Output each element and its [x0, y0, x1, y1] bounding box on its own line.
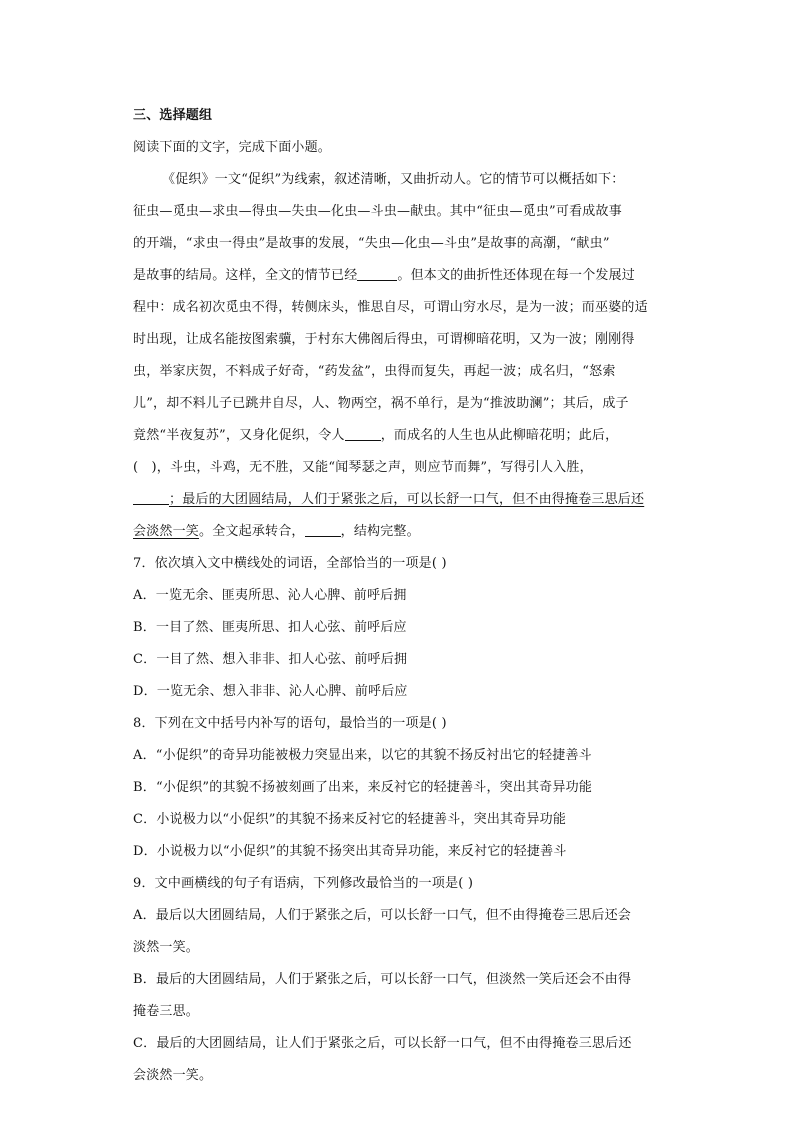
- passage-line: 虫，举家庆贺，不料成子好奇，“药发盆”，虫得而复失，再起一波；成名归，“怒索: [133, 364, 616, 379]
- passage-line: 儿”，却不料儿子已跳井自尽，人、物两空，祸不单行，是为“推波助澜”；其后，成子: [133, 396, 629, 411]
- passage-line: 征虫—觅虫—求虫—得虫—失虫—化虫—斗虫—献虫。其中“征虫—觅虫”可看成故事: [133, 204, 622, 219]
- fill-blank-1: [357, 266, 397, 281]
- answer-option-line: C．最后的大团圆结局，让人们于紧张之后，可以长舒一口气，但不由得掩卷三思后还: [133, 1036, 632, 1051]
- passage-line: [133, 266, 635, 286]
- answer-option[interactable]: B．“小促织”的其貌不扬被刻画了出来，来反衬它的轻捷善斗，突出其奇异功能: [133, 780, 593, 795]
- answer-option[interactable]: D．一览无余、想入非非、沁人心脾、前呼后应: [133, 684, 408, 699]
- question-stem: 8．下列在文中括号内补写的语句，最恰当的一项是( ): [133, 716, 447, 731]
- fill-blank-2: [345, 426, 381, 441]
- passage-text: 。但本文的曲折性还体现在每一个发展过: [397, 268, 636, 283]
- passage-text: 。全文起承转合，: [199, 524, 305, 539]
- answer-option-line: B．最后的大团圆结局，人们于紧张之后，可以长舒一口气，但淡然一笑后还会不由得: [133, 972, 632, 987]
- answer-option[interactable]: C．小说极力以“小促织”的其貌不扬来反衬它的轻捷善斗，突出其奇异功能: [133, 812, 567, 827]
- passage-line: 的开端，“求虫一得虫”是故事的发展，“失虫—化虫—斗虫”是故事的高潮，“献虫”: [133, 236, 610, 251]
- underlined-sentence: ；最后的大团圆结局，人们于紧张之后，可以长舒一口气，但不由得掩卷三思后还: [169, 492, 645, 507]
- passage-line: 《促织》一文“促织”为线索，叙述清晰，又曲折动人。它的情节可以概括如下：: [162, 172, 625, 187]
- passage-text: 竟然“半夜复苏”，又身化促织，令人: [133, 428, 345, 443]
- instruction-text: 阅读下面的文字，完成下面小题。: [133, 140, 332, 155]
- passage-line: [133, 490, 644, 510]
- answer-option[interactable]: C．一目了然、想入非非、扣人心弦、前呼后拥: [133, 652, 408, 667]
- passage-text: 是故事的结局。这样，全文的情节已经: [133, 268, 358, 283]
- question-stem: 7．依次填入文中横线处的词语，全部恰当的一项是( ): [133, 556, 447, 571]
- answer-option[interactable]: A．“小促织”的奇异功能被极力突显出来，以它的其貌不扬反衬出它的轻捷善斗: [133, 748, 592, 763]
- answer-option-line: 淡然一笑。: [133, 940, 200, 955]
- passage-line: 程中：成名初次觅虫不得，转侧床头，惟思自尽，可谓山穷水尽，是为一波；而巫婆的适: [133, 300, 648, 315]
- answer-option-line: A．最后以大团圆结局，人们于紧张之后，可以长舒一口气，但不由得掩卷三思后还会: [133, 908, 631, 923]
- section-heading: 三、选择题组: [133, 108, 213, 123]
- passage-text: ，结构完整。: [340, 524, 420, 539]
- fill-blank-3: [133, 490, 169, 505]
- passage-line: 时出现，让成名能按图索骥，于村东大佛阁后得虫，可谓柳暗花明，又为一波；刚刚得: [133, 332, 635, 347]
- passage-line: [133, 522, 420, 542]
- fill-blank-4: [305, 522, 341, 537]
- answer-option[interactable]: A．一览无余、匪夷所思、沁人心脾、前呼后拥: [133, 588, 407, 603]
- passage-line: [133, 426, 618, 446]
- answer-option-line: 掩卷三思。: [133, 1004, 200, 1019]
- underlined-sentence: 会淡然一笑: [133, 524, 200, 539]
- question-stem: 9．文中画横线的句子有语病，下列修改最恰当的一项是( ): [133, 876, 474, 891]
- passage-text: ，而成名的人生也从此柳暗花明；此后，: [380, 428, 619, 443]
- passage-line: ( )，斗虫，斗鸡，无不胜，又能“闻琴瑟之声，则应节而舞”，写得引人入胜，: [133, 460, 593, 475]
- answer-option[interactable]: B．一目了然、匪夷所思、扣人心弦、前呼后应: [133, 620, 407, 635]
- answer-option-line: 会淡然一笑。: [133, 1068, 213, 1083]
- answer-option[interactable]: D．小说极力以“小促织”的其貌不扬突出其奇异功能，来反衬它的轻捷善斗: [133, 844, 567, 859]
